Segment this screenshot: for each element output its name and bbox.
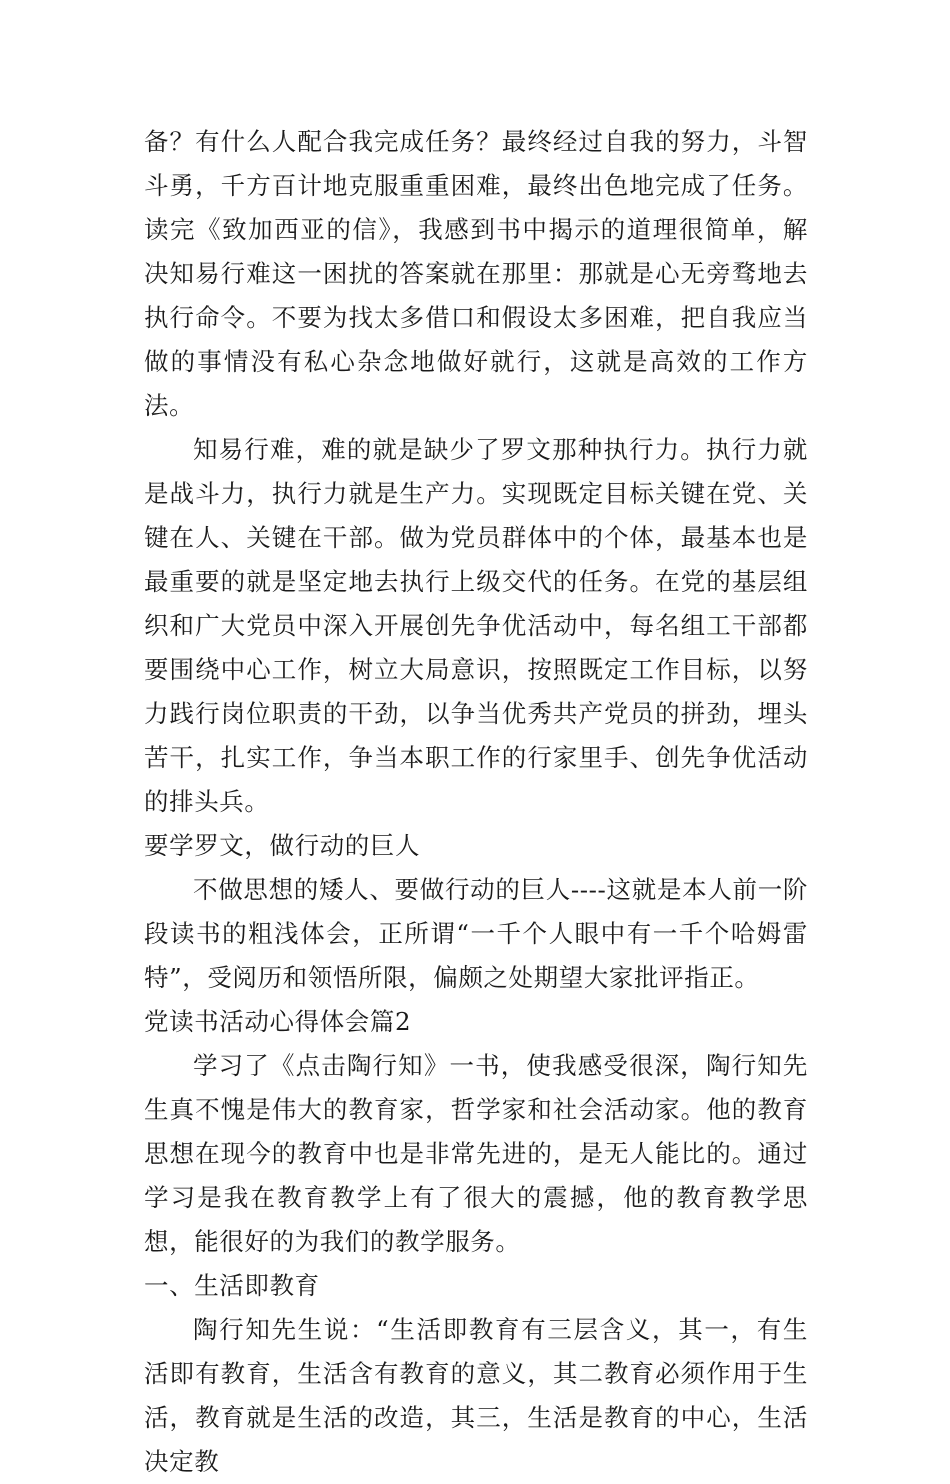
paragraph-4: 不做思想的矮人、要做行动的巨人----这就是本人前一阶段读书的粗浅体会，正所谓“一千个人眼中有一千个哈姆雷特”，受阅历和领悟所限，偏颇之处期望大家批评指正。	[144, 875, 808, 992]
paragraph-2: 知易行难，难的就是缺少了罗文那种执行力。执行力就是战斗力，执行力就是生产力。实现既定目标关键在党、关键在人、关键在干部。做为党员群体中的个体，最基本也是最重要的就是坚定地去执行上级交代的任务。在党的基层组织和广大党员中深入开展创先争优活动中，每名组工干部都要围绕中心工作，树立大局意识，按照既定工作目标，以努力践行岗位职责的干劲，以争当优秀共产党员的拼劲，埋头苦干，扎实工作，争当本职工作的行家里手、创先争优活动的排头兵。	[144, 435, 808, 816]
paragraph-3: 要学罗文，做行动的巨人	[144, 831, 421, 860]
paragraph-6: 学习了《点击陶行知》一书，使我感受很深，陶行知先生真不愧是伟大的教育家，哲学家和社会活动家。他的教育思想在现今的教育中也是非常先进的，是无人能比的。通过学习是我在教育教学上有了很大的震撼，他的教育教学思想，能很好的为我们的教学服务。	[144, 1051, 808, 1256]
document-page	[144, 120, 808, 1484]
subheading: 一、生活即教育	[144, 1271, 320, 1300]
paragraph-8: 陶行知先生说：“生活即教育有三层含义，其一，有生活即有教育，生活含有教育的意义，其二教育必须作用于生活，教育就是生活的改造，其三，生活是教育的中心，生活决定教	[144, 1315, 808, 1476]
paragraph-1: 备？有什么人配合我完成任务？最终经过自我的努力，斗智斗勇，千方百计地克服重重困难，最终出色地完成了任务。读完《致加西亚的信》，我感到书中揭示的道理很简单，解决知易行难这一困扰的答案就在那里：那就是心无旁骛地去执行命令。不要为找太多借口和假设太多困难，把自我应当做的事情没有私心杂念地做好就行，这就是高效的工作方法。	[144, 127, 808, 420]
section-title: 党读书活动心得体会篇2	[144, 1007, 412, 1036]
